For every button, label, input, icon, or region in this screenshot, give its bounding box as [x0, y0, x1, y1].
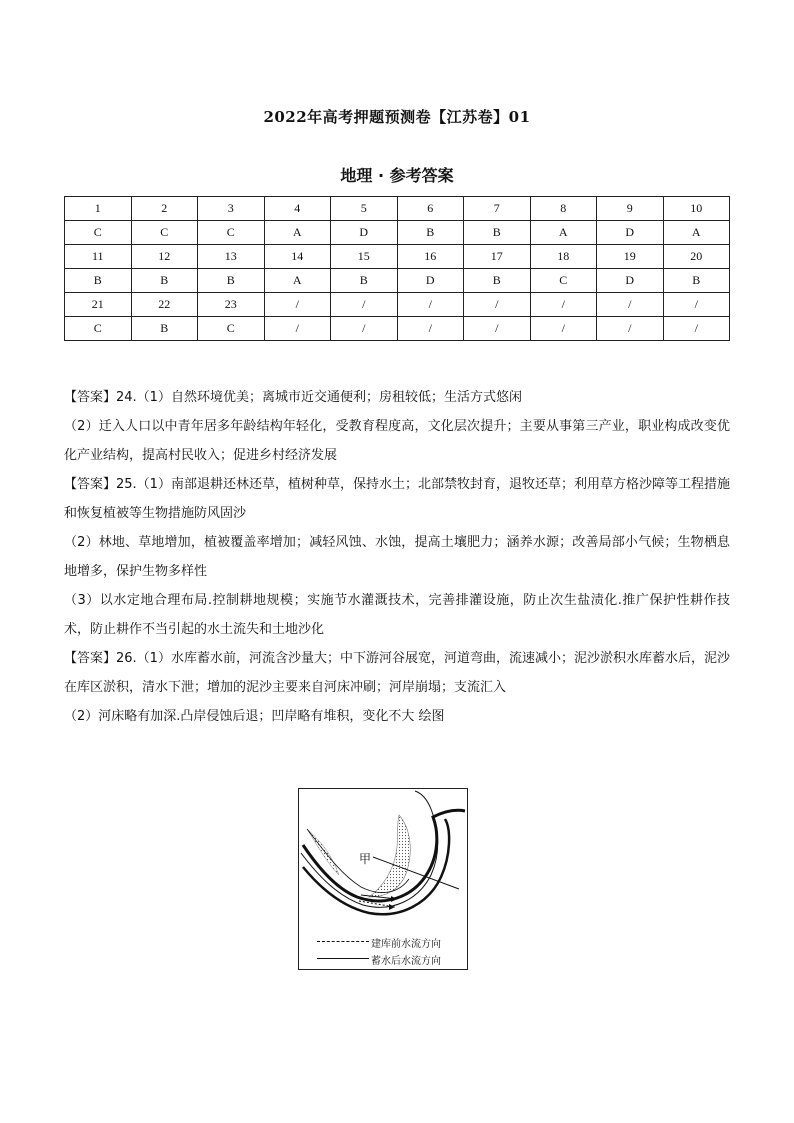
- answer-24-1: 【答案】24.（1）自然环境优美；离城市近交通便利；房租较低；生活方式悠闲: [64, 390, 522, 405]
- table-row: [65, 245, 730, 269]
- table-cell: 20: [663, 245, 730, 269]
- table-cell: C: [131, 221, 198, 245]
- legend-before-text: 建库前水流方向: [371, 939, 441, 950]
- table-cell: A: [264, 221, 331, 245]
- table-cell: 3: [198, 197, 265, 221]
- table-cell: C: [198, 221, 265, 245]
- table-row: [65, 197, 730, 221]
- table-cell: 13: [198, 245, 265, 269]
- page-subtitle: 地理 · 参考答案: [340, 166, 454, 185]
- table-cell: B: [131, 317, 198, 341]
- table-cell: B: [198, 269, 265, 293]
- table-cell: 21: [65, 293, 132, 317]
- table-row: [65, 269, 730, 293]
- table-cell: 6: [397, 197, 464, 221]
- table-cell: 9: [597, 197, 664, 221]
- legend-after: [317, 952, 467, 966]
- table-cell: 12: [131, 245, 198, 269]
- table-cell: B: [464, 221, 531, 245]
- table-cell: A: [663, 221, 730, 245]
- table-cell: D: [597, 221, 664, 245]
- table-cell: C: [530, 269, 597, 293]
- table-cell: A: [530, 221, 597, 245]
- table-cell: /: [264, 317, 331, 341]
- table-cell: 14: [264, 245, 331, 269]
- legend-solid-line: [317, 958, 369, 959]
- table-cell: /: [397, 293, 464, 317]
- table-cell: 4: [264, 197, 331, 221]
- answer-key-table: [64, 196, 730, 341]
- table-cell: D: [331, 221, 398, 245]
- table-cell: 1: [65, 197, 132, 221]
- river-channel-figure: [298, 788, 468, 970]
- table-cell: 11: [65, 245, 132, 269]
- legend-before: [317, 935, 467, 949]
- legend-dashed-line: [317, 941, 369, 942]
- answer-25-3: （3）以水定地合理布局.控制耕地规模；实施节水灌溉技术，完善排灌设施，防止次生盐渍化.推广保护性耕作技术，防止耕作不当引起的水土流失和土地沙化: [64, 593, 730, 637]
- table-cell: /: [264, 293, 331, 317]
- answer-26-2: （2）河床略有加深.凸岸侵蚀后退；凹岸略有堆积，变化不大 绘图: [64, 709, 445, 724]
- table-cell: /: [663, 293, 730, 317]
- answer-26-1: 【答案】26.（1）水库蓄水前，河流含沙量大；中下游河谷展宽，河道弯曲，流速减小；泥沙淤积水库蓄水后，泥沙在库区淤积，清水下泄；增加的泥沙主要来自河床冲刷；河岸崩塌；支流汇入: [64, 651, 730, 695]
- answer-25-1: 【答案】25.（1）南部退耕还林还草，植树种草，保持水土；北部禁牧封育，退牧还草；利用草方格沙障等工程措施和恢复植被等生物措施防风固沙: [64, 477, 730, 521]
- table-cell: 10: [663, 197, 730, 221]
- answer-24-2: （2）迁入人口以中青年居多年龄结构年轻化，受教育程度高，文化层次提升；主要从事第三产业，职业构成改变优化产业结构，提高村民收入；促进乡村经济发展: [64, 419, 730, 463]
- table-cell: B: [663, 269, 730, 293]
- table-cell: /: [530, 293, 597, 317]
- table-cell: /: [331, 317, 398, 341]
- table-cell: A: [264, 269, 331, 293]
- table-cell: 17: [464, 245, 531, 269]
- table-cell: /: [464, 317, 531, 341]
- table-cell: /: [530, 317, 597, 341]
- table-cell: 7: [464, 197, 531, 221]
- table-cell: B: [131, 269, 198, 293]
- table-cell: 5: [331, 197, 398, 221]
- table-cell: B: [65, 269, 132, 293]
- marker-label-jia: 甲: [359, 852, 372, 866]
- flow-arrow-before-head: [389, 904, 395, 910]
- table-cell: /: [597, 317, 664, 341]
- table-cell: C: [198, 317, 265, 341]
- answer-25-2: （2）林地、草地增加，植被覆盖率增加；减轻风蚀、水蚀，提高土壤肥力；涵养水源；改善局部小气候；生物栖息地增多，保护生物多样性: [64, 535, 730, 579]
- table-cell: B: [464, 269, 531, 293]
- table-cell: /: [464, 293, 531, 317]
- sediment-deposit-left: [307, 829, 339, 875]
- table-cell: 15: [331, 245, 398, 269]
- table-cell: C: [65, 221, 132, 245]
- table-cell: /: [663, 317, 730, 341]
- table-cell: 23: [198, 293, 265, 317]
- table-cell: D: [597, 269, 664, 293]
- table-cell: 2: [131, 197, 198, 221]
- table-cell: /: [331, 293, 398, 317]
- answer-text-section: [64, 383, 730, 731]
- table-cell: /: [597, 293, 664, 317]
- table-row: [65, 293, 730, 317]
- table-cell: 8: [530, 197, 597, 221]
- table-cell: C: [65, 317, 132, 341]
- table-cell: B: [397, 221, 464, 245]
- table-cell: /: [397, 317, 464, 341]
- table-row: [65, 221, 730, 245]
- legend-after-text: 蓄水后水流方向: [371, 956, 441, 967]
- table-row: [65, 317, 730, 341]
- table-cell: 19: [597, 245, 664, 269]
- table-cell: 16: [397, 245, 464, 269]
- table-cell: D: [397, 269, 464, 293]
- table-cell: 22: [131, 293, 198, 317]
- table-cell: B: [331, 269, 398, 293]
- page-title: 2022年高考押题预测卷【江苏卷】01: [263, 108, 531, 126]
- table-cell: 18: [530, 245, 597, 269]
